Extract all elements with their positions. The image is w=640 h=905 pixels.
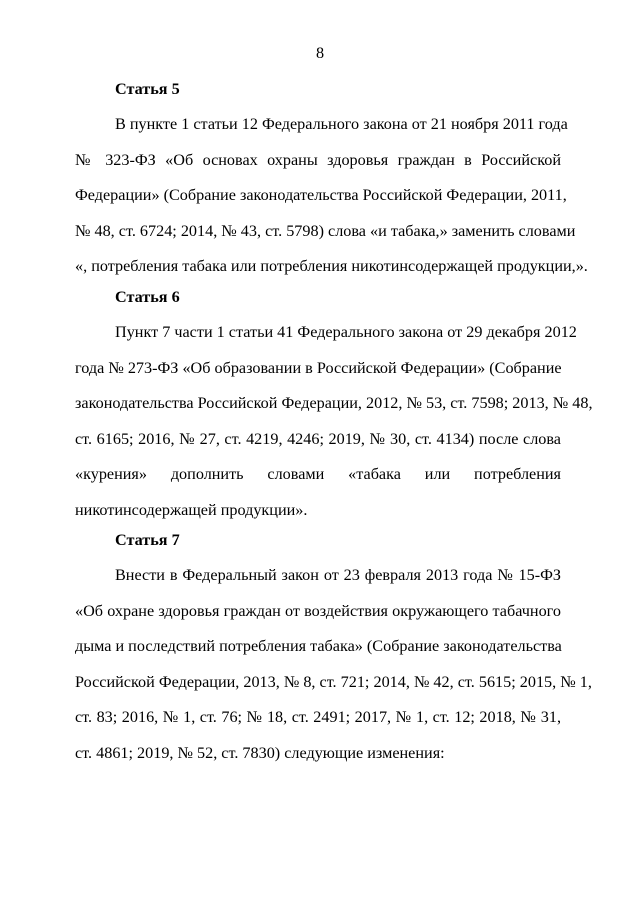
text-line: № 323-ФЗ «Об основах охраны здоровья граждан в Российской — [75, 150, 561, 169]
text-line: Пункт 7 части 1 статьи 41 Федерального закона от 29 декабря 2012 — [115, 323, 577, 341]
article-6-text — [75, 315, 593, 528]
text-line: года № 273-ФЗ «Об образовании в Российской Федерации» (Собрание — [75, 358, 562, 377]
text-line: № 48, ст. 6724; 2014, № 43, ст. 5798) слова «и табака,» заменить словами — [75, 221, 576, 240]
text-line: Федерации» (Собрание законодательства Российской Федерации, 2011, — [75, 186, 567, 204]
text-line: «Об охране здоровья граждан от воздействия окружающего табачного — [75, 601, 561, 620]
article-7-heading: Статья 7 — [115, 531, 180, 549]
text-line: законодательства Российской Федерации, 2012, № 53, ст. 7598; 2013, № 48, — [75, 394, 593, 412]
article-5-heading: Статья 5 — [115, 80, 180, 98]
text-line: дыма и последствий потребления табака» (Собрание законодательства — [75, 637, 562, 655]
article-6-heading: Статья 6 — [115, 288, 180, 306]
text-line: ст. 83; 2016, № 1, ст. 76; № 18, ст. 2491; 2017, № 1, ст. 12; 2018, № 31, — [75, 708, 561, 726]
text-line: «, потребления табака или потребления никотинсодержащей продукции,». — [75, 257, 588, 275]
text-line: В пункте 1 статьи 12 Федерального закона от 21 ноября 2011 года — [115, 115, 568, 133]
text-line: никотинсодержащей продукции». — [75, 500, 308, 519]
text-line: Внести в Федеральный закон от 23 февраля 2013 года № 15-ФЗ — [115, 566, 561, 584]
article-7-text — [75, 558, 592, 771]
article-5-text — [75, 107, 588, 285]
text-line: ст. 4861; 2019, № 52, ст. 7830) следующие изменения: — [75, 743, 445, 762]
text-line: ст. 6165; 2016, № 27, ст. 4219, 4246; 2019, № 30, ст. 4134) после слова — [75, 429, 561, 448]
text-line: «курения» дополнить словами «табака или потребления — [75, 465, 561, 483]
text-line: Российской Федерации, 2013, № 8, ст. 721; 2014, № 42, ст. 5615; 2015, № 1, — [75, 672, 592, 691]
page-number: 8 — [315, 44, 325, 62]
